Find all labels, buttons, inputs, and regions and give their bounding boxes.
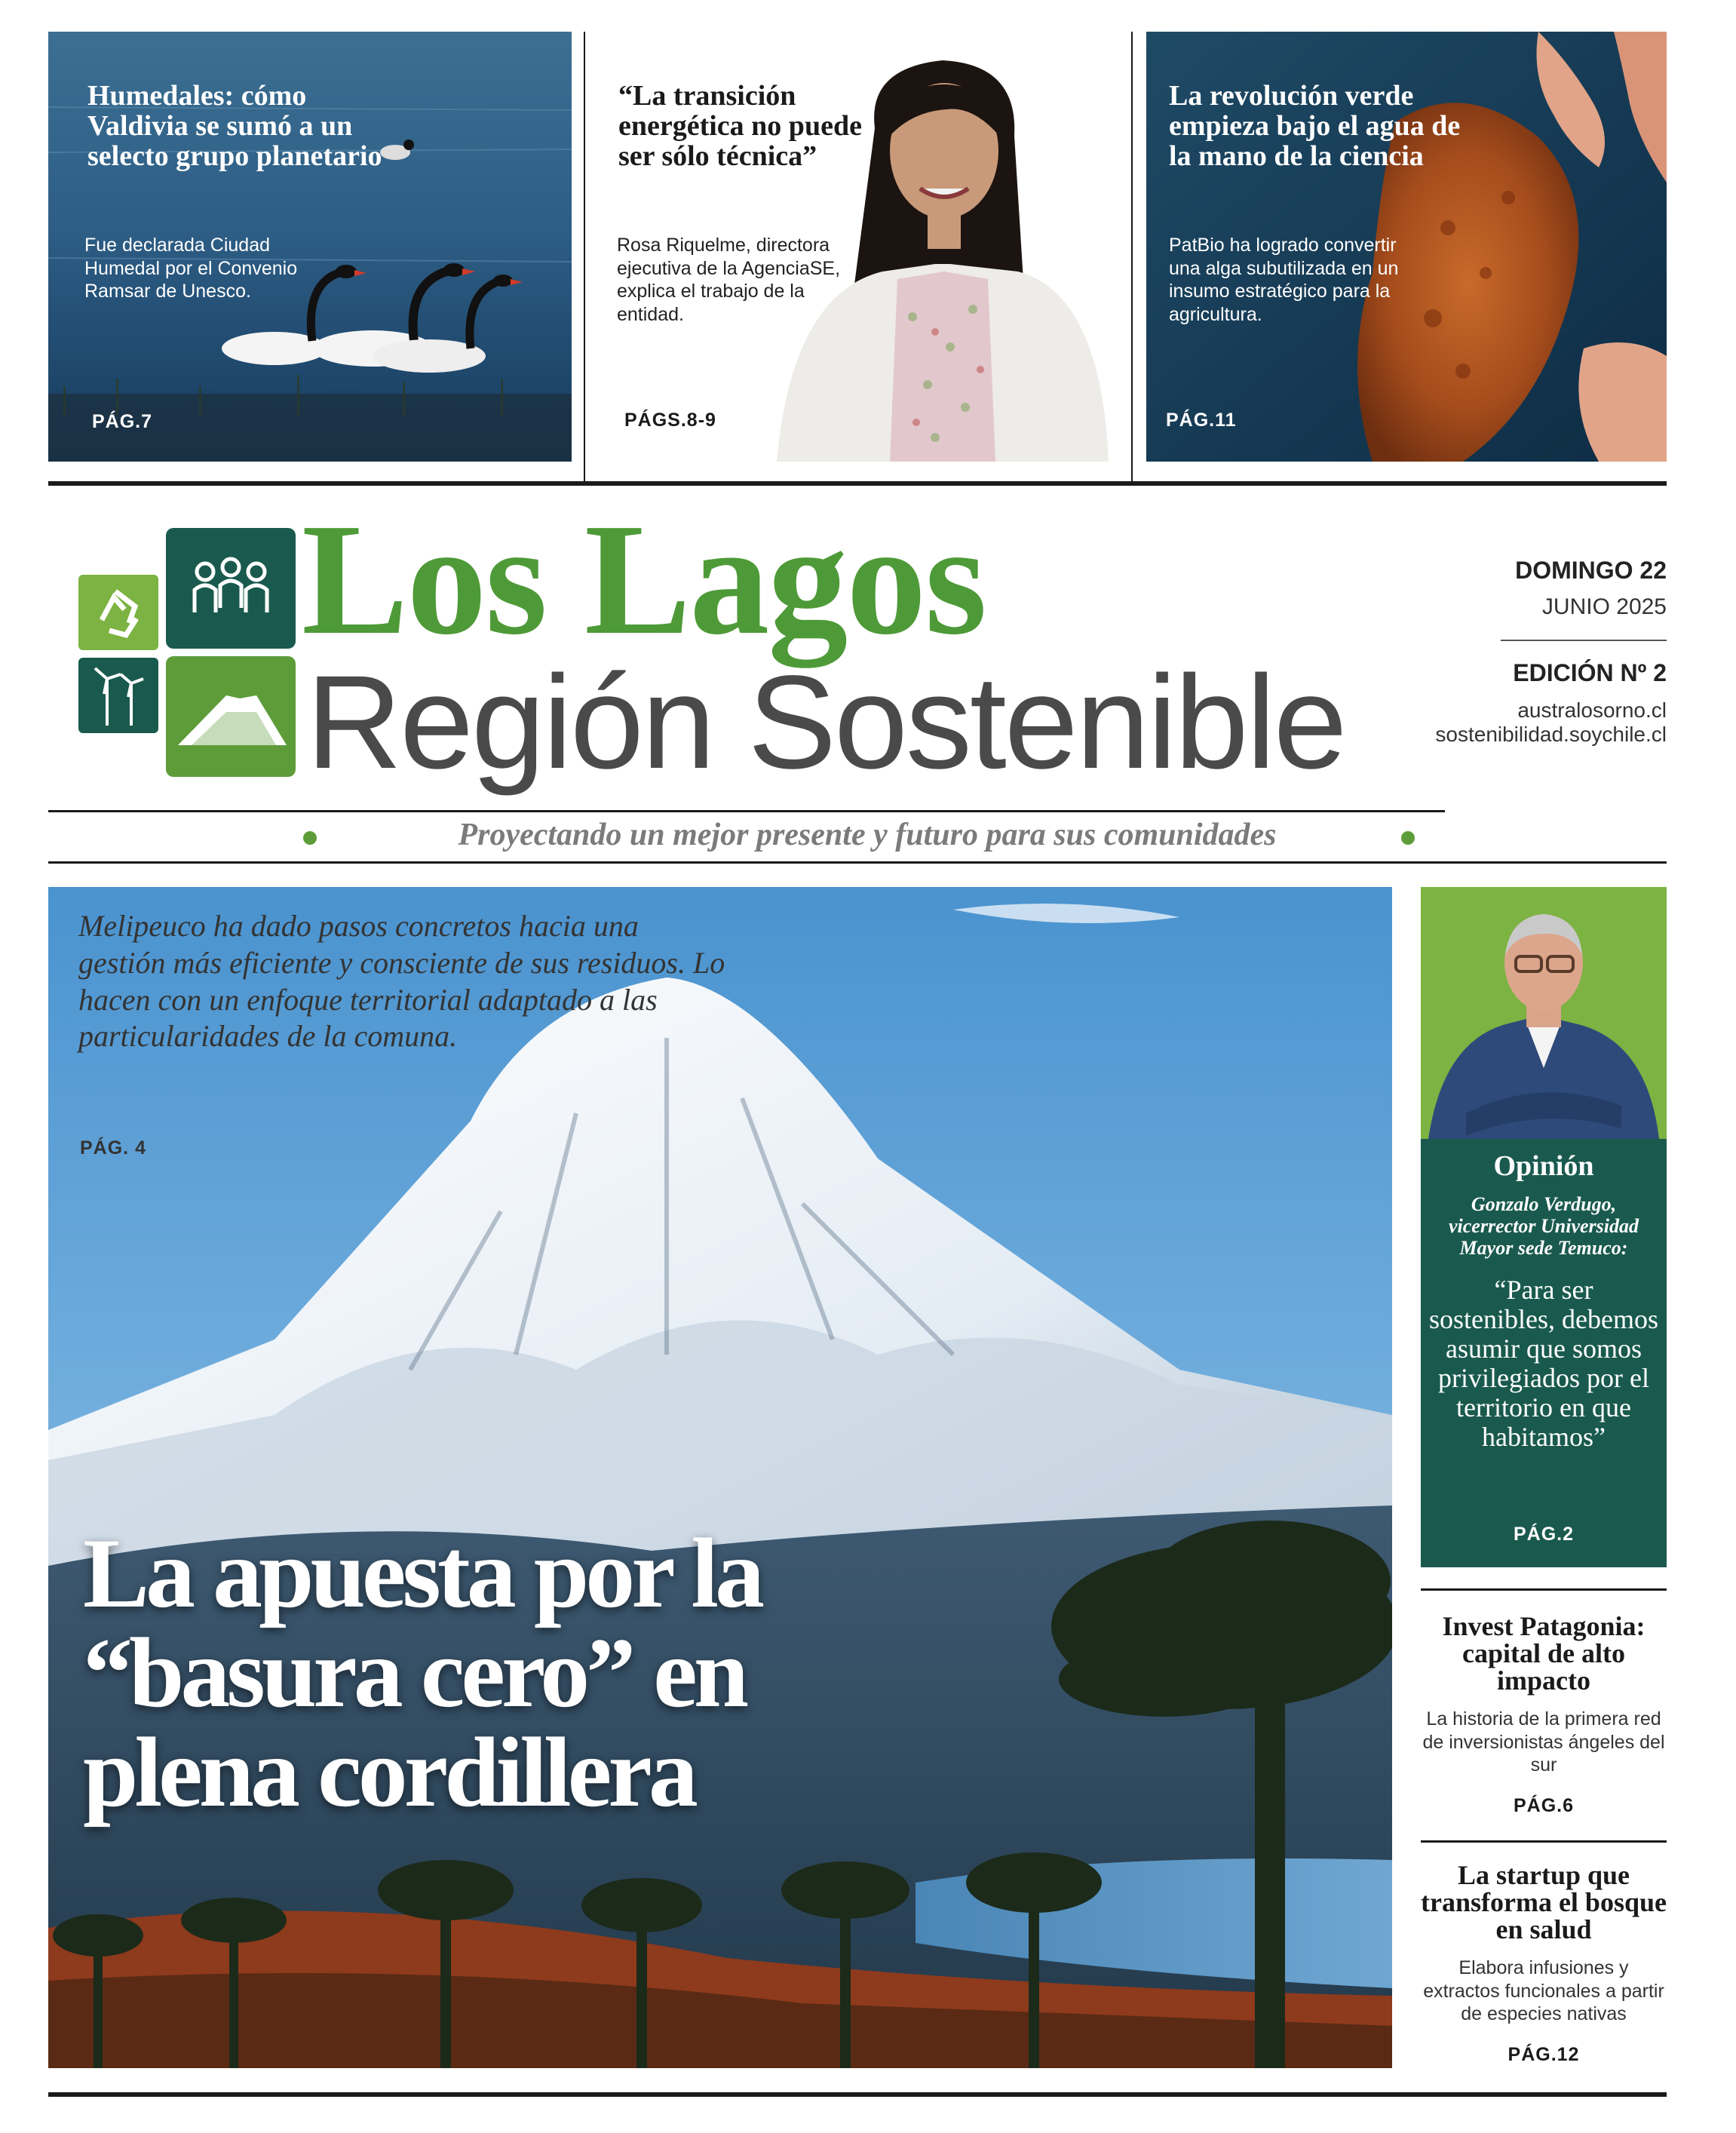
side-story-title[interactable]: La startup que transforma el bosque en salud [1421, 1860, 1667, 1944]
opinion-author: Gonzalo Verdugo, vicerrector Universidad Mayor sede Temuco: [1448, 1193, 1639, 1260]
person-portrait-image [747, 45, 1124, 462]
side-divider [1421, 1588, 1667, 1591]
edition-divider [1501, 640, 1667, 641]
site-link[interactable]: australosorno.cl [1517, 698, 1667, 722]
side-story-title[interactable]: Invest Patagonia: capital de alto impacto [1442, 1611, 1646, 1696]
edition-day: DOMINGO 22 [1515, 557, 1667, 584]
opinion-quote: “Para ser sostenibles, debemos asumir que somos privilegiados por el territorio en que habitamos” [1429, 1275, 1658, 1452]
bottom-rule [48, 2092, 1667, 2097]
side-story-body: La historia de la primera red de inversionistas ángeles del sur [1422, 1708, 1665, 1775]
page-ref[interactable]: PÁG. 4 [80, 1137, 146, 1159]
hero-intro: Melipeuco ha dado pasos concretos hacia una gestión más eficiente y consciente de sus residuos. Lo hacen con un enfoque territorial adaptado a las particularidades de la comuna. [78, 909, 725, 1054]
dot-icon [1401, 831, 1415, 845]
page-ref[interactable]: PÁG.11 [1166, 410, 1237, 431]
edition-number: EDICIÓN Nº 2 [1513, 659, 1667, 686]
side-story-body: Elabora infusiones y extractos funcionales a partir de especies nativas [1423, 1957, 1664, 2024]
teaser-divider [584, 32, 585, 481]
teaser-title[interactable]: La revolución verde empieza bajo el agua de la mano de la ciencia [1169, 80, 1461, 172]
teaser-title[interactable]: “La transición energética no puede ser sólo técnica” [618, 80, 862, 172]
teaser-body: PatBio ha logrado convertir una alga subutilizada en un insumo estratégico para la agricultura. [1169, 235, 1399, 325]
masthead-title: Los Lagos [302, 490, 986, 668]
teaser-divider [1131, 32, 1133, 481]
tagline-rule [48, 861, 1667, 864]
page-ref[interactable]: PÁGS.8-9 [624, 410, 716, 431]
hero-headline[interactable]: La apuesta por la “basura cero” en plena cordillera [83, 1518, 762, 1828]
edition-month: JUNIO 2025 [1541, 594, 1667, 619]
teaser-title[interactable]: Humedales: cómo Valdivia se sumó a un selecto grupo planetario [87, 80, 382, 172]
page-ref[interactable]: PÁG.12 [1507, 2043, 1580, 2065]
page-ref[interactable]: PÁG.6 [1513, 1794, 1575, 1816]
masthead-subtitle: Región Sostenible [306, 649, 1345, 796]
tagline: Proyectando un mejor presente y futuro para sus comunidades [458, 818, 1277, 852]
site-link[interactable]: sostenibilidad.soychile.cl [1435, 723, 1667, 746]
portrait-photo [747, 45, 1124, 462]
logo [78, 528, 297, 777]
opinion-box[interactable] [1421, 1139, 1667, 1567]
page-ref[interactable]: PÁG.7 [92, 411, 153, 432]
opinion-photo [1421, 887, 1667, 1139]
side-story[interactable] [1421, 1613, 1667, 1817]
opinion-section-label: Opinión [1493, 1150, 1594, 1182]
side-story[interactable] [1421, 1861, 1667, 2066]
hero-image [48, 887, 1392, 2068]
teaser-body: Fue declarada Ciudad Humedal por el Convenio Ramsar de Unesco. [84, 235, 298, 302]
masthead-rule [48, 810, 1445, 812]
top-rule [48, 481, 1667, 486]
teaser-body: Rosa Riquelme, directora ejecutiva de la AgenciaSE, explica el trabajo de la entidad. [617, 235, 841, 325]
page-ref[interactable]: PÁG.2 [1513, 1524, 1575, 1545]
side-divider [1421, 1840, 1667, 1843]
